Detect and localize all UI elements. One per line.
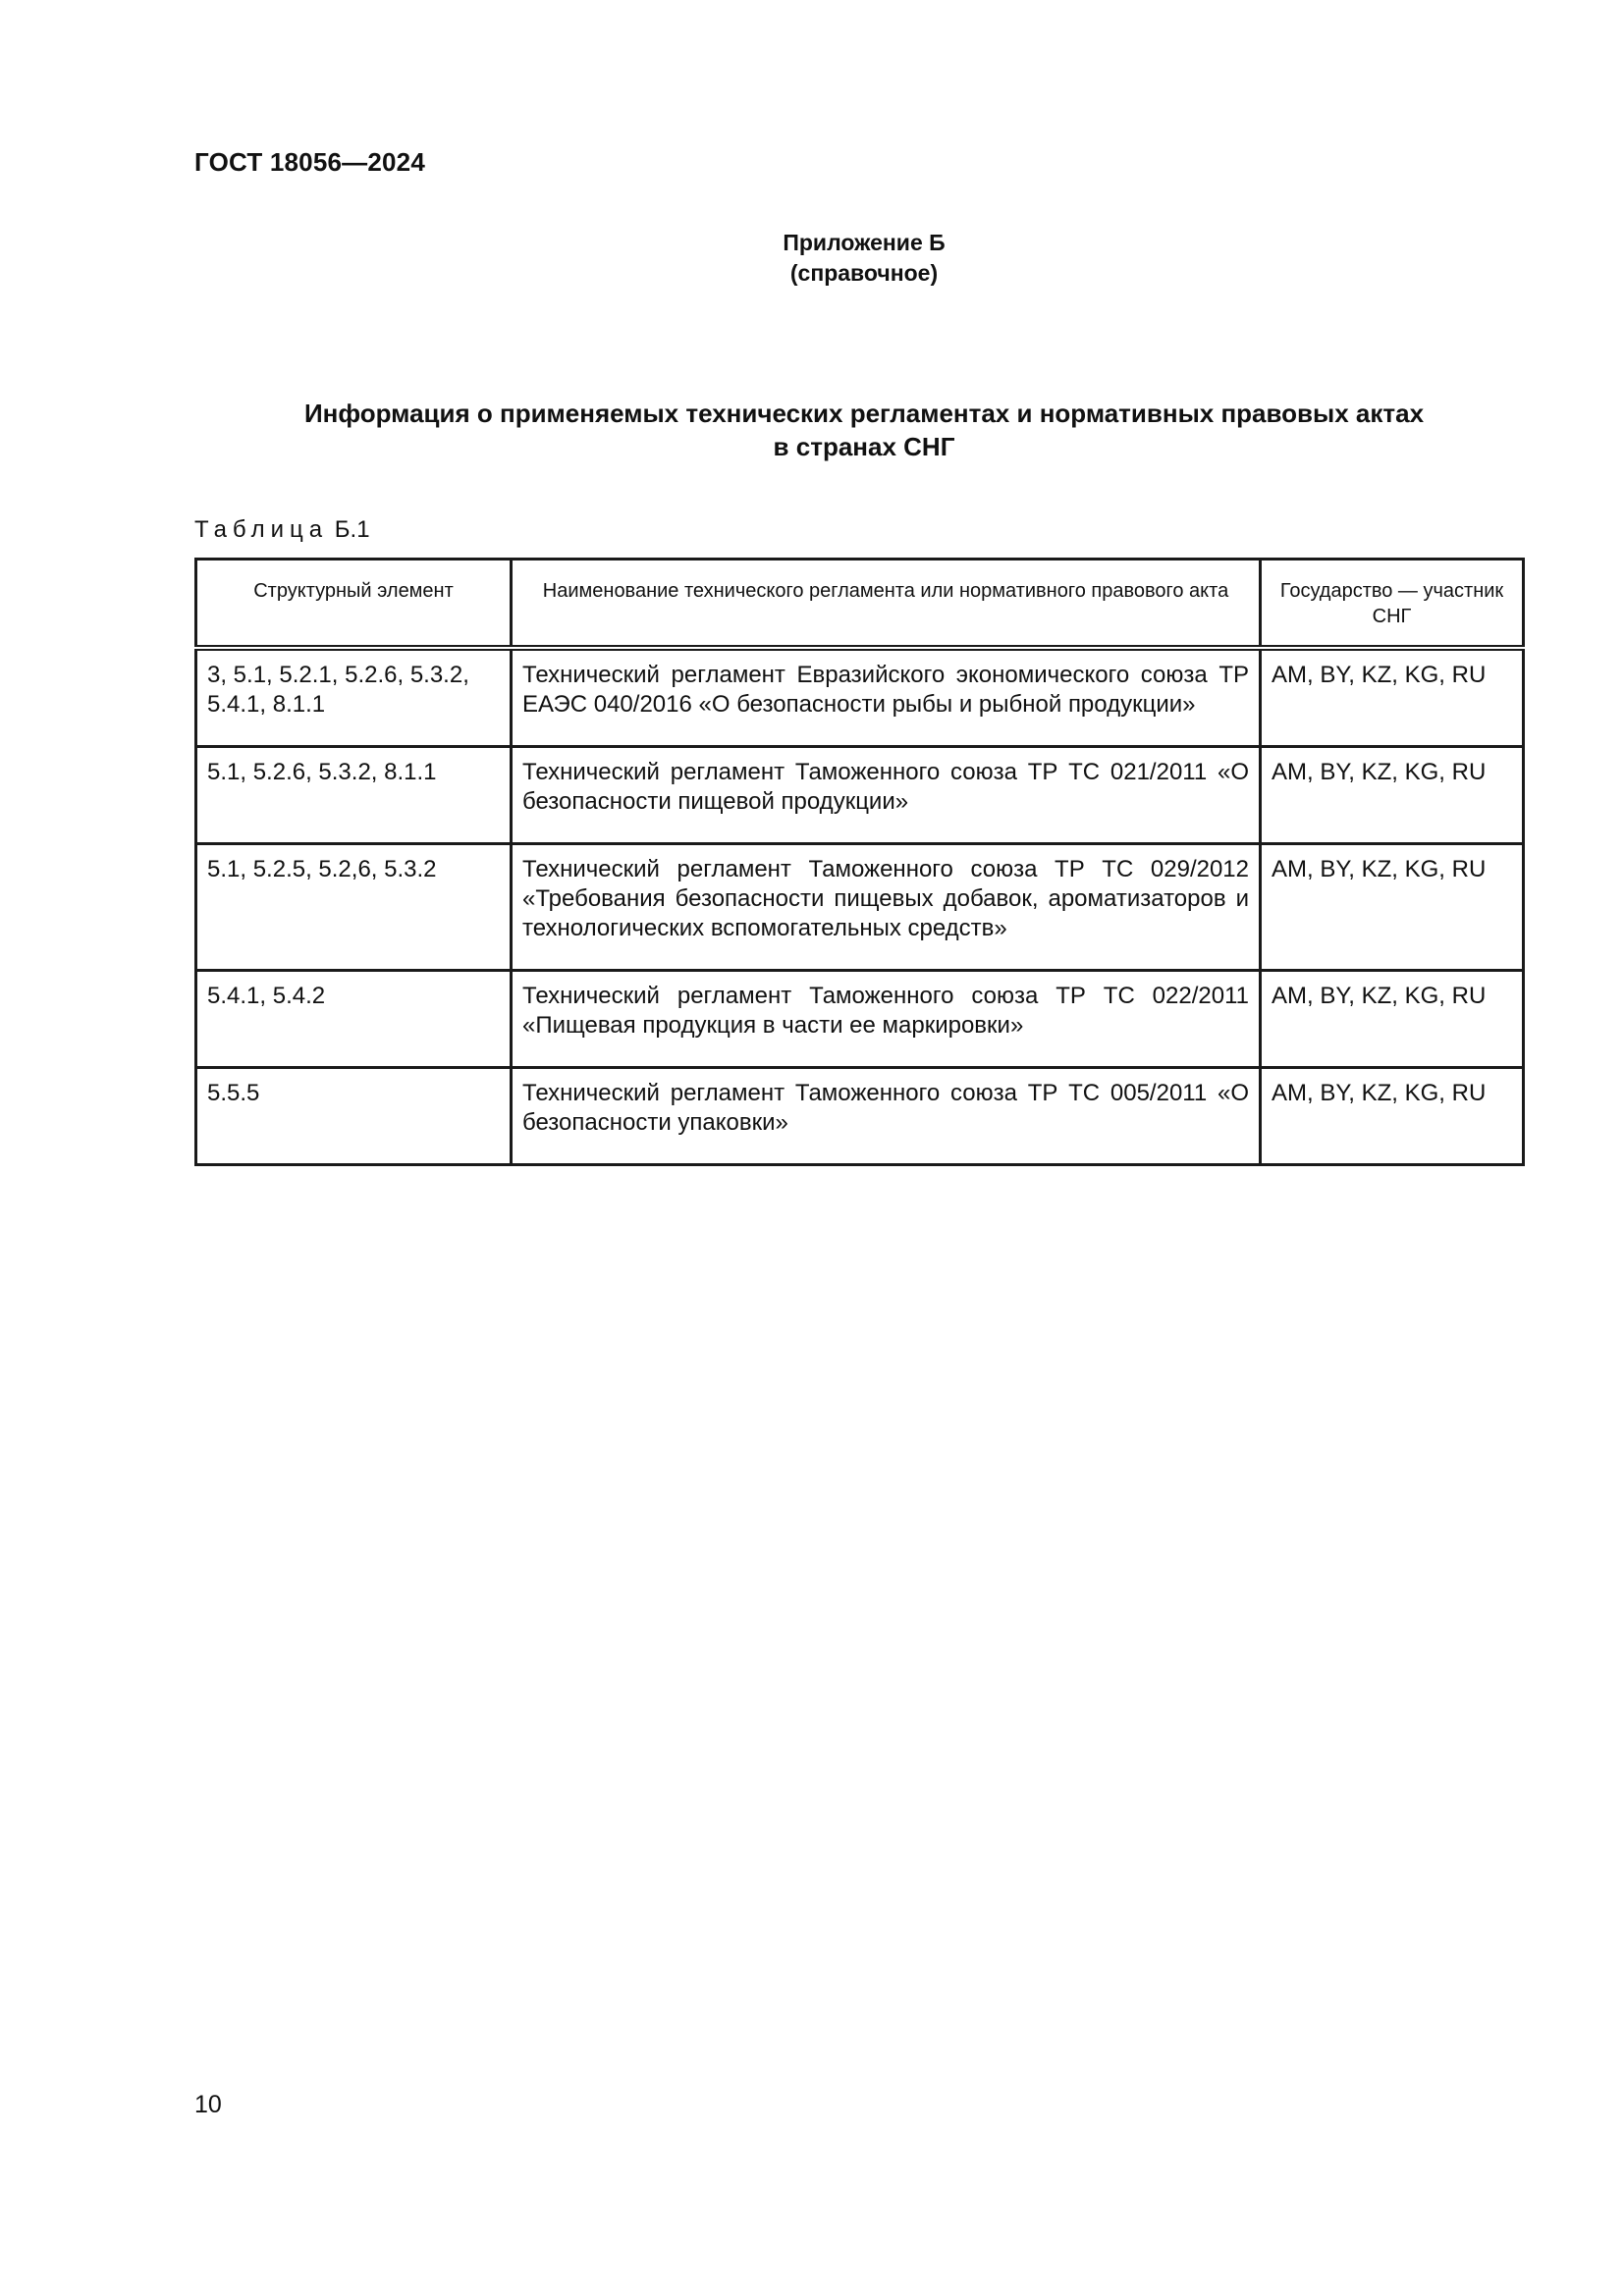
document-code: ГОСТ 18056—2024	[194, 147, 425, 177]
cell-regulation: Технический регламент Таможенного союза ТР ТС 029/2012 «Требования безопасности пищевых добавок, ароматизаторов и технологических вспомогательных средств»	[512, 844, 1261, 971]
column-header-element: Структурный элемент	[196, 560, 512, 649]
table-caption-number: Б.1	[334, 516, 370, 543]
table-row	[196, 1068, 1524, 1165]
table-row	[196, 648, 1524, 747]
table-row	[196, 747, 1524, 844]
cell-element: 3, 5.1, 5.2.1, 5.2.6, 5.3.2, 5.4.1, 8.1.1	[196, 648, 512, 747]
page-number: 10	[194, 2091, 222, 2118]
appendix-note: (справочное)	[789, 260, 939, 286]
cell-states: AM, BY, KZ, KG, RU	[1261, 1068, 1524, 1165]
section-heading-line-1: Информация о применяемых технических регламентах и нормативных правовых актах	[303, 399, 1425, 428]
column-header-regulation: Наименование технического регламента или нормативного правового акта	[512, 560, 1261, 649]
table-row	[196, 844, 1524, 971]
table-header-row	[196, 560, 1524, 649]
cell-states: AM, BY, KZ, KG, RU	[1261, 971, 1524, 1068]
table-caption-prefix: Таблица	[194, 516, 329, 543]
appendix-title: Приложение Б	[783, 230, 946, 255]
table-caption	[194, 516, 370, 544]
cell-element: 5.4.1, 5.4.2	[196, 971, 512, 1068]
column-header-states: Государство — участник СНГ	[1261, 560, 1524, 649]
cell-regulation: Технический регламент Таможенного союза ТР ТС 021/2011 «О безопасности пищевой продукции»	[512, 747, 1261, 844]
cell-regulation: Технический регламент Евразийского экономического союза ТР ЕАЭС 040/2016 «О безопасности рыбы и рыбной продукции»	[512, 648, 1261, 747]
cell-regulation: Технический регламент Таможенного союза ТР ТС 005/2011 «О безопасности упаковки»	[512, 1068, 1261, 1165]
cell-element: 5.5.5	[196, 1068, 512, 1165]
cell-states: AM, BY, KZ, KG, RU	[1261, 648, 1524, 747]
cell-element: 5.1, 5.2.5, 5.2,6, 5.3.2	[196, 844, 512, 971]
cell-states: AM, BY, KZ, KG, RU	[1261, 747, 1524, 844]
cell-regulation: Технический регламент Таможенного союза ТР ТС 022/2011 «Пищевая продукция в части ее маркировки»	[512, 971, 1261, 1068]
cell-element: 5.1, 5.2.6, 5.3.2, 8.1.1	[196, 747, 512, 844]
table-row	[196, 971, 1524, 1068]
section-heading-line-2: в странах СНГ	[773, 432, 955, 461]
regulations-table	[194, 558, 1525, 1166]
cell-states: AM, BY, KZ, KG, RU	[1261, 844, 1524, 971]
